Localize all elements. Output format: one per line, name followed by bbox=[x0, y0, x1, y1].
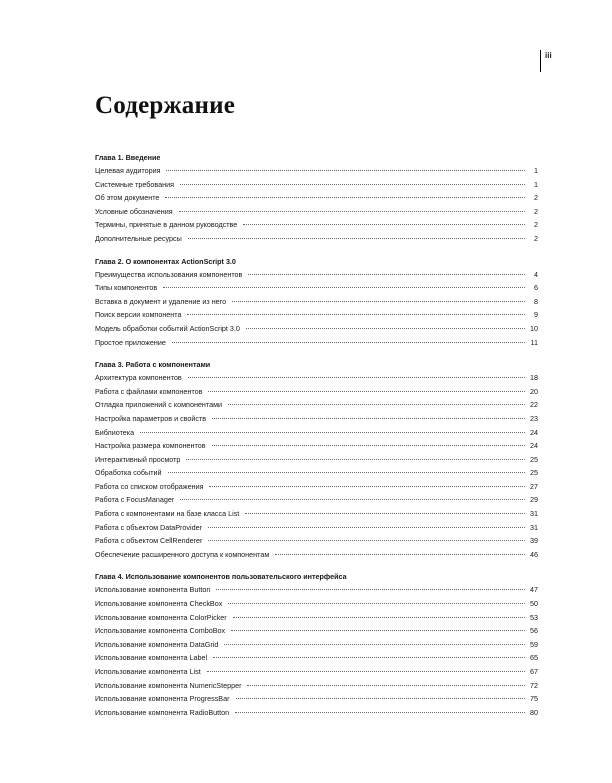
toc-entry-label: Работа с файлами компонентов bbox=[95, 386, 203, 396]
dot-leader bbox=[231, 621, 525, 631]
dot-leader bbox=[212, 436, 525, 446]
dot-leader bbox=[246, 319, 525, 329]
toc-entry[interactable] bbox=[95, 705, 538, 719]
dot-leader bbox=[236, 689, 526, 699]
toc-entry-page-number: 24 bbox=[530, 427, 538, 437]
toc-entry-page-number: 80 bbox=[530, 707, 538, 717]
toc-entry-label: Вставка в документ и удаление из него bbox=[95, 296, 227, 306]
dot-leader bbox=[235, 703, 525, 713]
toc-entry-page-number: 27 bbox=[530, 481, 538, 491]
toc-entry-label: Условные обозначения bbox=[95, 206, 173, 216]
toc-entry-page-number: 9 bbox=[534, 310, 538, 320]
toc-entry-label: Работа с объектом DataProvider bbox=[95, 522, 202, 532]
toc-chapter bbox=[95, 359, 538, 560]
toc-chapter bbox=[95, 152, 538, 245]
dot-leader bbox=[208, 382, 525, 392]
dot-leader bbox=[179, 202, 525, 212]
dot-leader bbox=[172, 333, 525, 343]
dot-leader bbox=[275, 545, 525, 555]
dot-leader bbox=[212, 409, 525, 419]
toc-entry-page-number: 31 bbox=[530, 522, 538, 532]
dot-leader bbox=[232, 292, 525, 302]
toc-entry-page-number: 59 bbox=[530, 639, 538, 649]
chapter-heading[interactable]: Глава 2. О компонентах ActionScript 3.0 bbox=[95, 256, 236, 266]
dot-leader bbox=[166, 161, 525, 171]
toc-entry-label: Модель обработки событий ActionScript 3.0 bbox=[95, 323, 240, 333]
toc-chapter bbox=[95, 256, 538, 349]
toc-entry-label: Обеспечение расширенного доступа к компонентам bbox=[95, 549, 270, 559]
toc-entry-label: Типы компонентов bbox=[95, 283, 158, 293]
dot-leader bbox=[209, 477, 525, 487]
toc-entry-label: Использование компонента ProgressBar bbox=[95, 694, 230, 704]
dot-leader bbox=[180, 490, 525, 500]
dot-leader bbox=[228, 395, 525, 405]
toc-entry-page-number: 2 bbox=[534, 193, 538, 203]
toc-entry-label: Системные требования bbox=[95, 179, 175, 189]
dot-leader bbox=[187, 305, 525, 315]
dot-leader bbox=[216, 580, 525, 590]
toc-entry[interactable] bbox=[95, 335, 538, 349]
dot-leader bbox=[168, 463, 525, 473]
chapter-heading[interactable]: Глава 3. Работа с компонентами bbox=[95, 360, 211, 370]
toc-entry-label: Библиотека bbox=[95, 427, 135, 437]
toc-entry-label: Использование компонента NumericStepper bbox=[95, 680, 242, 690]
toc-entry-page-number: 23 bbox=[530, 413, 538, 423]
toc-entry-page-number: 8 bbox=[534, 296, 538, 306]
toc-entry-label: Работа с компонентами на базе класса List bbox=[95, 509, 240, 519]
toc-entry-page-number: 46 bbox=[530, 549, 538, 559]
page-number: iii bbox=[540, 50, 552, 72]
chapter-heading[interactable]: Глава 4. Использование компонентов пользовательского интерфейса bbox=[95, 572, 347, 582]
dot-leader bbox=[188, 229, 525, 239]
toc-entry-label: Поиск версии компонента bbox=[95, 310, 182, 320]
toc-entry-label: Работа со списком отображения bbox=[95, 481, 204, 491]
toc-entry-label: Отладка приложений с компонентами bbox=[95, 400, 223, 410]
dot-leader bbox=[208, 518, 525, 528]
toc-entry-page-number: 20 bbox=[530, 386, 538, 396]
toc-entry-label: Использование компонента CheckBox bbox=[95, 599, 223, 609]
toc-entry-page-number: 53 bbox=[530, 612, 538, 622]
dot-leader bbox=[245, 504, 525, 514]
toc-entry-page-number: 1 bbox=[534, 166, 538, 175]
dot-leader bbox=[213, 648, 525, 658]
dot-leader bbox=[248, 265, 525, 275]
toc-entry-page-number: 2 bbox=[534, 220, 538, 230]
toc-entry-page-number: 56 bbox=[530, 626, 538, 636]
toc-entry-label: Использование компонента DataGrid bbox=[95, 639, 219, 649]
toc-entry-page-number: 1 bbox=[534, 179, 538, 189]
toc-entry-label: Простое приложение bbox=[95, 337, 166, 347]
toc-entry-page-number: 47 bbox=[530, 585, 538, 595]
toc-entry-label: Интерактивный просмотр bbox=[95, 454, 181, 464]
toc-entry-page-number: 24 bbox=[530, 441, 538, 451]
dot-leader bbox=[208, 531, 525, 541]
chapter-spacer bbox=[95, 245, 538, 256]
toc-entry-page-number: 11 bbox=[530, 337, 538, 347]
toc-entry-page-number: 29 bbox=[530, 495, 538, 505]
table-of-contents bbox=[95, 152, 538, 718]
chapter-heading[interactable]: Глава 1. Введение bbox=[95, 153, 161, 162]
toc-entry-label: Дополнительные ресурсы bbox=[95, 233, 182, 243]
toc-entry-page-number: 50 bbox=[530, 599, 538, 609]
toc-entry-page-number: 25 bbox=[530, 468, 538, 478]
dot-leader bbox=[228, 594, 525, 604]
toc-entry-page-number: 18 bbox=[530, 373, 538, 383]
dot-leader bbox=[243, 215, 525, 225]
toc-entry-page-number: 31 bbox=[530, 509, 538, 519]
dot-leader bbox=[140, 423, 525, 433]
toc-entry-label: Настройка размера компонентов bbox=[95, 441, 206, 451]
toc-entry-label: Использование компонента List bbox=[95, 667, 201, 676]
dot-leader bbox=[186, 450, 525, 460]
toc-entry-label: Целевая аудитория bbox=[95, 166, 161, 175]
dot-leader bbox=[180, 175, 525, 185]
toc-chapter bbox=[95, 571, 538, 718]
toc-entry-label: Обработка событий bbox=[95, 468, 162, 478]
dot-leader bbox=[165, 188, 525, 198]
toc-entry-label: Термины, принятые в данном руководстве bbox=[95, 220, 238, 230]
dot-leader bbox=[224, 635, 525, 645]
toc-entry[interactable] bbox=[95, 547, 538, 561]
toc-entry-page-number: 25 bbox=[530, 454, 538, 464]
dot-leader bbox=[247, 676, 525, 686]
toc-entry-page-number: 4 bbox=[534, 269, 538, 279]
chapter-spacer bbox=[95, 348, 538, 359]
toc-entry-page-number: 67 bbox=[530, 667, 538, 676]
toc-entry-label: Использование компонента ColorPicker bbox=[95, 612, 227, 622]
toc-entry-label: Работа с объектом CellRenderer bbox=[95, 536, 203, 546]
dot-leader bbox=[188, 368, 525, 378]
dot-leader bbox=[233, 608, 525, 618]
toc-entry-page-number: 39 bbox=[530, 536, 538, 546]
dot-leader bbox=[207, 662, 525, 672]
toc-entry-page-number: 65 bbox=[530, 653, 538, 663]
toc-entry-label: Использование компонента Button bbox=[95, 585, 211, 595]
toc-entry-page-number: 2 bbox=[534, 233, 538, 243]
toc-entry-label: Архитектура компонентов bbox=[95, 373, 182, 383]
toc-entry[interactable] bbox=[95, 231, 538, 245]
toc-entry-page-number: 22 bbox=[530, 400, 538, 410]
toc-entry-label: Использование компонента Label bbox=[95, 653, 208, 663]
toc-entry-page-number: 10 bbox=[530, 323, 538, 333]
toc-entry-page-number: 72 bbox=[530, 680, 538, 690]
chapter-spacer bbox=[95, 560, 538, 571]
toc-entry-label: Использование компонента ComboBox bbox=[95, 626, 226, 636]
toc-entry-page-number: 75 bbox=[530, 694, 538, 704]
page-title: Содержание bbox=[95, 92, 236, 119]
toc-entry-page-number: 2 bbox=[534, 206, 538, 216]
toc-entry-label: Об этом документе bbox=[95, 193, 160, 203]
toc-entry-label: Настройка параметров и свойств bbox=[95, 413, 207, 423]
toc-entry-page-number: 6 bbox=[534, 283, 538, 293]
toc-entry-label: Работа с FocusManager bbox=[95, 495, 175, 505]
dot-leader bbox=[163, 278, 525, 288]
toc-entry-label: Преимущества использования компонентов bbox=[95, 269, 243, 279]
toc-entry-label: Использование компонента RadioButton bbox=[95, 707, 230, 717]
